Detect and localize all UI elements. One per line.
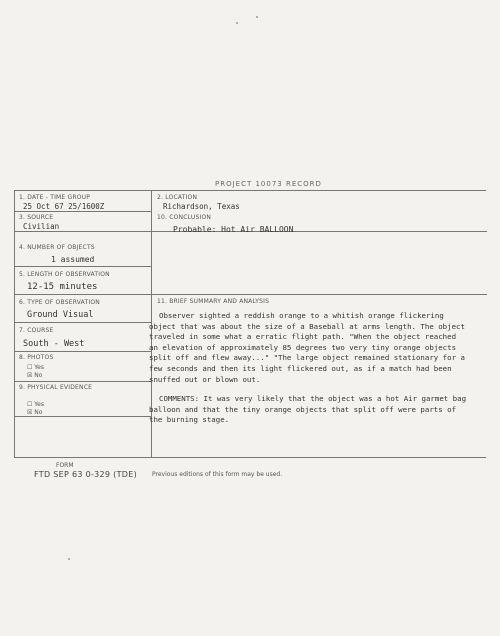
number-of-objects-value: 1 assumed bbox=[51, 255, 95, 264]
form-label: FORM bbox=[56, 462, 74, 469]
rule bbox=[15, 416, 151, 417]
photos-no-checkbox: ☒ No bbox=[27, 372, 43, 379]
brief-summary-label: 11. BRIEF SUMMARY AND ANALYSIS bbox=[157, 298, 270, 305]
record-form bbox=[14, 190, 486, 458]
number-of-objects-label: 4. NUMBER OF OBJECTS bbox=[19, 244, 95, 251]
conclusion-label: 10. CONCLUSION bbox=[157, 214, 212, 221]
photos-label: 8. PHOTOS bbox=[19, 354, 54, 361]
physical-evidence-label: 9. PHYSICAL EVIDENCE bbox=[19, 384, 93, 391]
comments-paragraph: COMMENTS: It was very likely that the object was a hot Air garmet bag balloon and that the tiny orange objects that split off were parts of the burning stage. bbox=[149, 394, 467, 425]
physical-evidence-yes-checkbox: ☐ Yes bbox=[27, 401, 44, 408]
record-header: PROJECT 10073 RECORD bbox=[215, 180, 322, 188]
location-label: 2. LOCATION bbox=[157, 194, 198, 201]
form-note: Previous editions of this form may be used. bbox=[152, 471, 283, 478]
summary-paragraph: Observer sighted a reddish orange to a whitish orange flickering object that was about the size of a Baseball at arms length. The object traveled in some what a erratic flight path. "When the object reached an elevation of approximately 85 degrees two very tiny orange objects split off and flew away..." "The large object remained stationary for a few seconds and then its light flickered out, as if a match had been snuffed out or blown out. bbox=[149, 311, 465, 384]
rule bbox=[15, 266, 151, 267]
course-value: South - West bbox=[23, 339, 85, 349]
date-time-value: 25 Oct 67 25/1600Z bbox=[23, 202, 105, 211]
form-id: FTD SEP 63 0-329 (TDE) bbox=[34, 470, 138, 479]
date-time-label: 1. DATE - TIME GROUP bbox=[19, 194, 91, 201]
location-value: Richardson, Texas bbox=[163, 202, 240, 211]
photos-yes-checkbox: ☐ Yes bbox=[27, 364, 44, 371]
scan-speck bbox=[68, 558, 70, 560]
course-label: 7. COURSE bbox=[19, 327, 54, 334]
type-of-observation-label: 6. TYPE OF OBSERVATION bbox=[19, 299, 100, 306]
source-label: 3. SOURCE bbox=[19, 214, 54, 221]
length-of-observation-label: 5. LENGTH OF OBSERVATION bbox=[19, 271, 110, 278]
rule bbox=[15, 211, 151, 212]
length-of-observation-value: 12-15 minutes bbox=[27, 282, 98, 292]
type-of-observation-value: Ground Visual bbox=[27, 310, 94, 320]
scan-speck bbox=[256, 16, 258, 18]
rule bbox=[15, 351, 151, 352]
conclusion-value: Probable: Hot Air BALLOON bbox=[173, 225, 294, 234]
scan-speck bbox=[236, 22, 238, 24]
source-value: Civilian bbox=[23, 222, 60, 231]
rule bbox=[15, 322, 151, 323]
rule bbox=[15, 381, 151, 382]
rule bbox=[15, 294, 487, 295]
summary-text bbox=[149, 311, 467, 435]
physical-evidence-no-checkbox: ☒ No bbox=[27, 409, 43, 416]
